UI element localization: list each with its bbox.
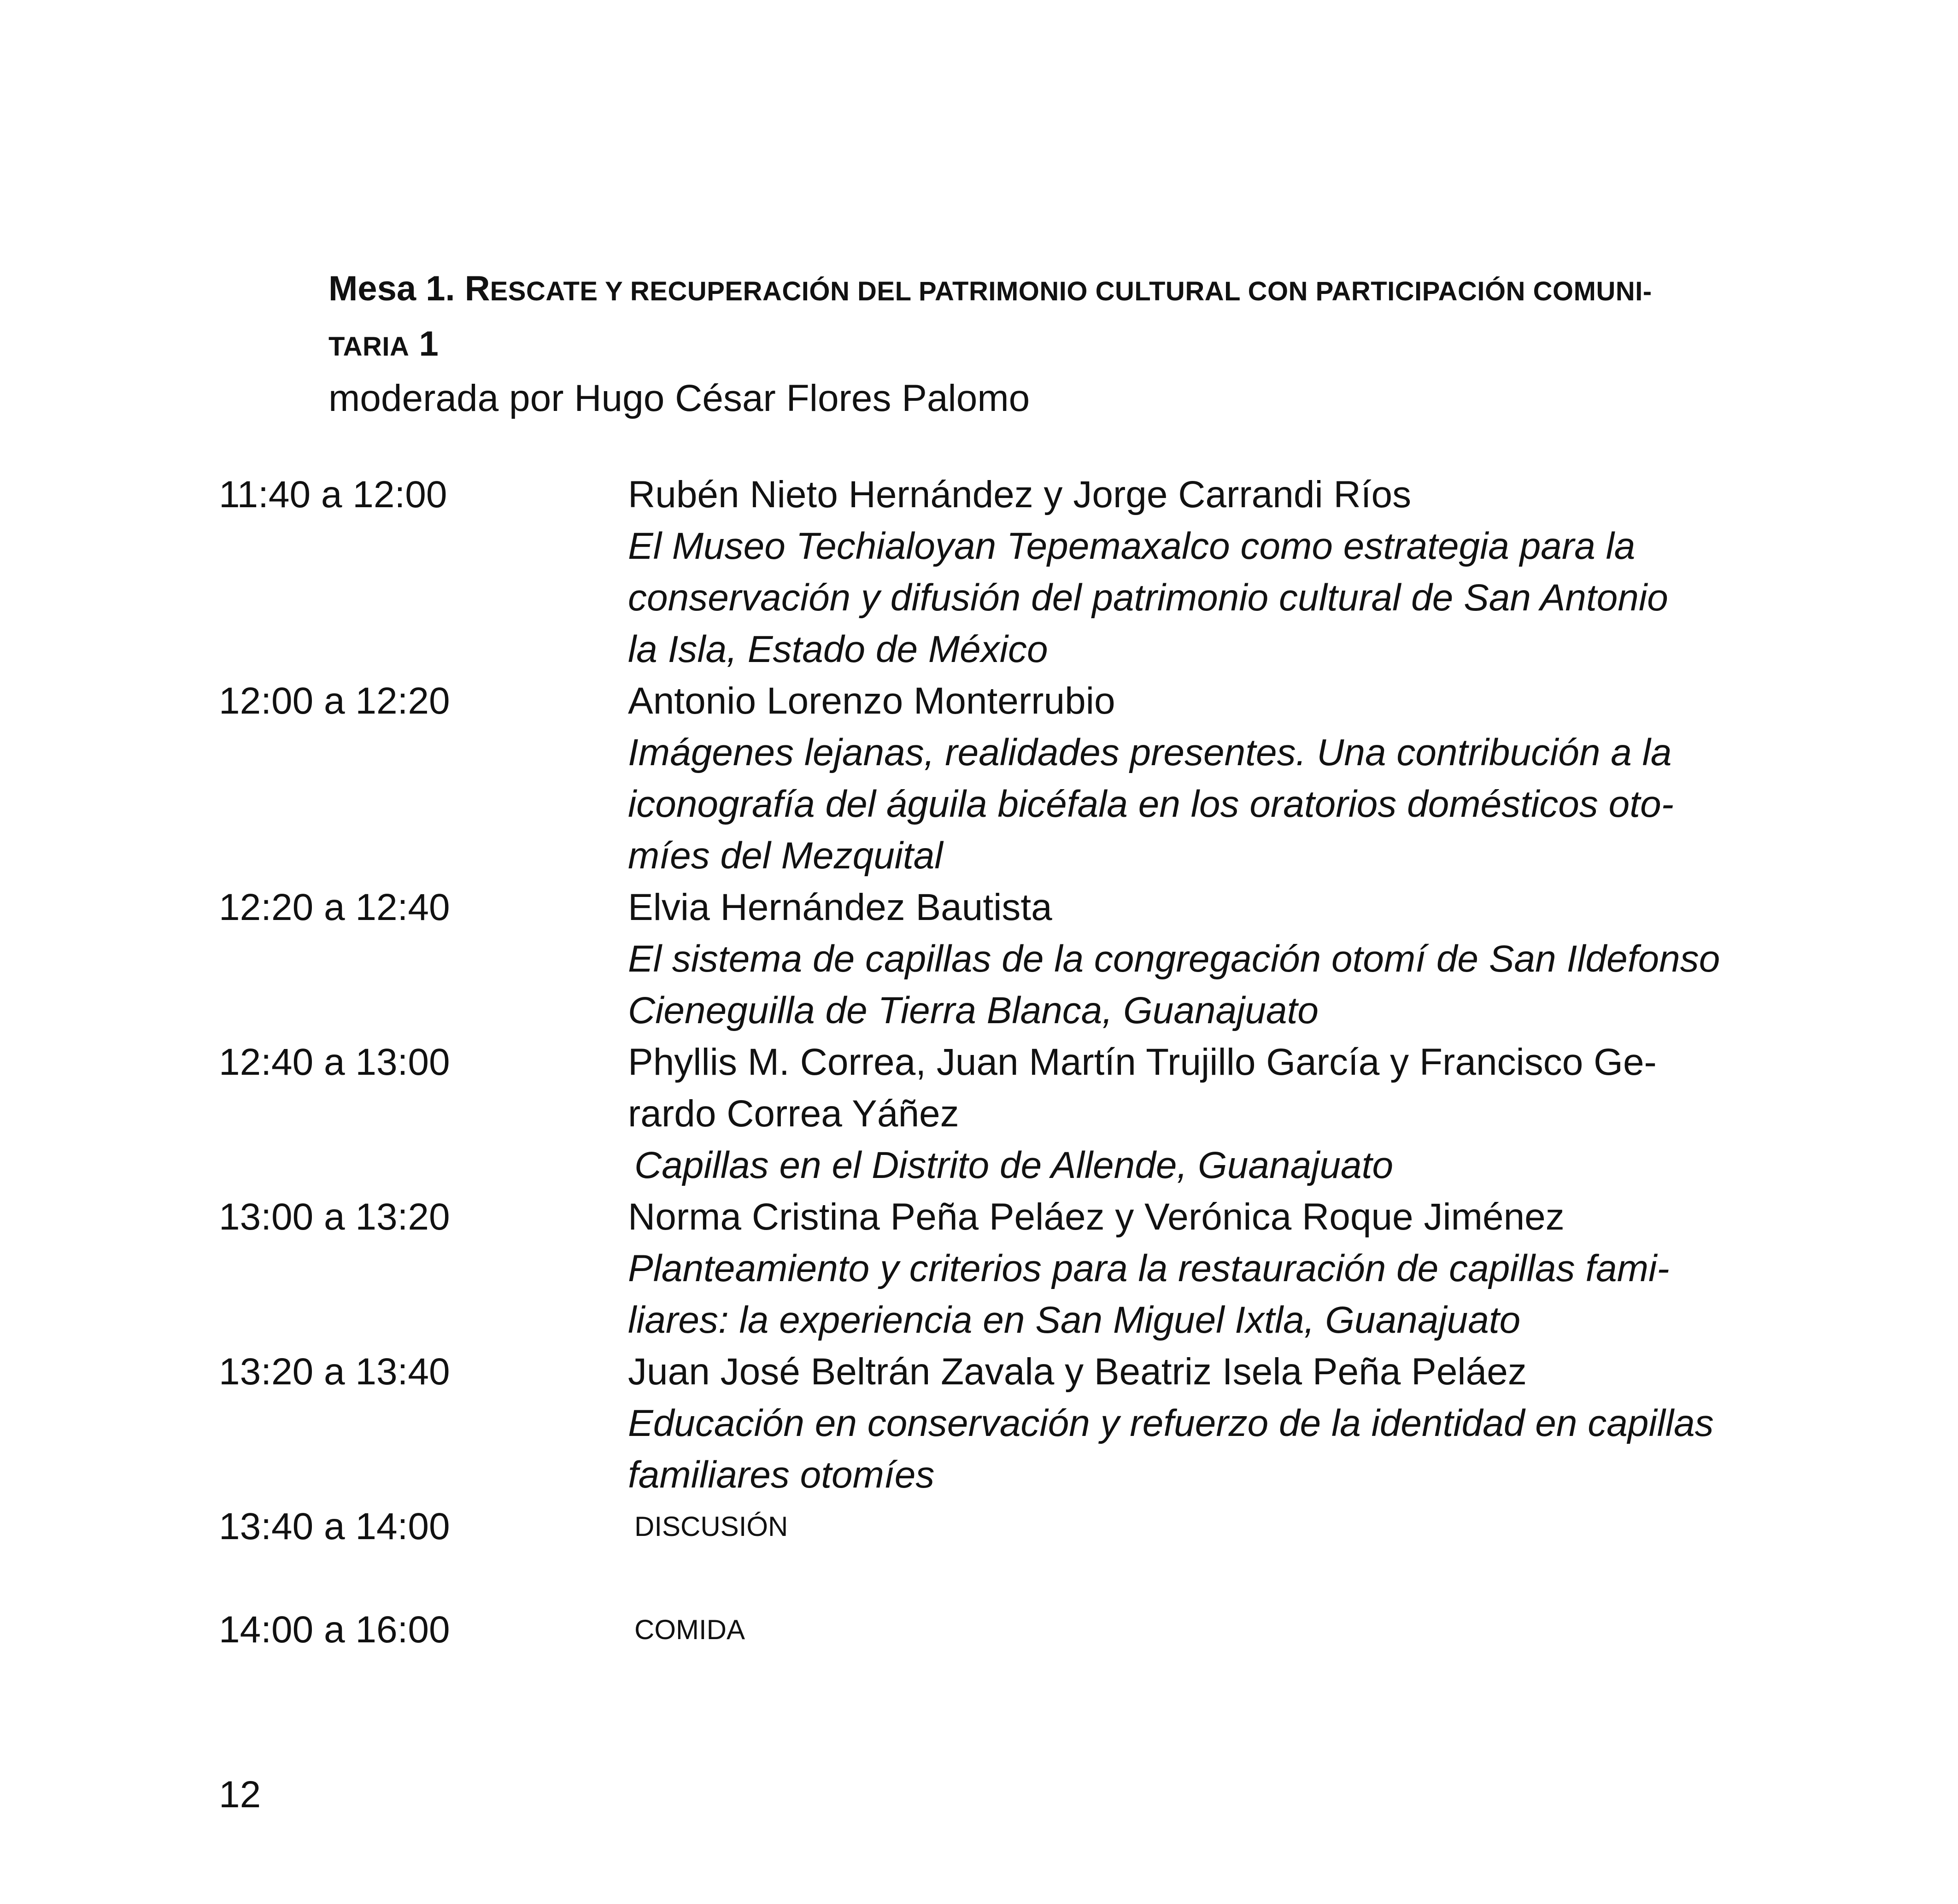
talk-title-line: la Isla, Estado de México (628, 628, 1048, 670)
schedule-row (219, 469, 1748, 675)
session-title-line2: TARIA (328, 332, 410, 362)
schedule-entry (628, 1191, 1748, 1346)
session-moderator: moderada por Hugo César Flores Palomo (328, 377, 1030, 419)
speaker-names: Norma Cristina Peña Peláez y Verónica Roque Jiménez (628, 1196, 1565, 1238)
schedule-row (219, 1191, 1748, 1346)
session-title (328, 263, 1747, 373)
talk-title-line: Imágenes lejanas, realidades presentes. Una contribución a la (628, 732, 1672, 773)
talk-title-line: El Museo Techialoyan Tepemaxalco como estrategia para la (628, 525, 1636, 567)
schedule-entry (628, 469, 1748, 675)
break-label: COMIDA (634, 1614, 745, 1645)
session-title-line1: ESCATE Y RECUPERACIÓN DEL PATRIMONIO CULTURAL CON PARTICIPACIÓN COMUNI- (490, 276, 1652, 306)
schedule-row (219, 675, 1748, 882)
talk-title-line: El sistema de capillas de la congregación otomí de San Ildefonso (628, 938, 1720, 980)
schedule-time: 12:40 a 13:00 (219, 1041, 450, 1083)
page-number: 12 (219, 1774, 261, 1816)
schedule-time: 11:40 a 12:00 (219, 474, 447, 516)
talk-title-line: míes del Mezquital (628, 835, 943, 877)
schedule-time: 13:20 a 13:40 (219, 1351, 450, 1393)
schedule-entry (628, 1346, 1748, 1501)
schedule-time: 14:00 a 16:00 (219, 1609, 450, 1651)
speaker-names: Phyllis M. Correa, Juan Martín Trujillo García y Francisco Ge- (628, 1041, 1657, 1083)
talk-title-line: familiares otomíes (628, 1454, 935, 1496)
talk-title-line: Planteamiento y criterios para la restauración de capillas fami- (628, 1248, 1670, 1289)
schedule-entry (628, 1501, 1748, 1552)
schedule-list (219, 469, 1748, 1656)
schedule-entry (628, 675, 1748, 882)
speaker-names: Antonio Lorenzo Monterrubio (628, 680, 1115, 722)
talk-title-line: Capillas en el Distrito de Allende, Guanajuato (634, 1144, 1394, 1186)
schedule-row (219, 882, 1748, 1037)
break-label: DISCUSIÓN (634, 1511, 788, 1542)
schedule-time: 12:20 a 12:40 (219, 886, 450, 928)
session-title-number: 1 (419, 324, 439, 363)
schedule-row (219, 1037, 1748, 1191)
talk-title-line: Educación en conservación y refuerzo de la identidad en capillas (628, 1402, 1714, 1444)
schedule-entry (628, 1604, 1748, 1656)
schedule-row (219, 1346, 1748, 1501)
schedule-row-break (219, 1604, 1748, 1656)
speaker-names: rardo Correa Yáñez (628, 1093, 959, 1135)
schedule-time: 13:40 a 14:00 (219, 1506, 450, 1547)
speaker-names: Juan José Beltrán Zavala y Beatriz Isela Peña Peláez (628, 1351, 1527, 1393)
talk-title-line: conservación y difusión del patrimonio cultural de San Antonio (628, 577, 1668, 619)
schedule-time: 13:00 a 13:20 (219, 1196, 450, 1238)
session-header (328, 263, 1747, 424)
session-number: Mesa 1. (328, 269, 455, 308)
schedule-entry (628, 882, 1748, 1037)
schedule-row-break (219, 1501, 1748, 1552)
schedule-time: 12:00 a 12:20 (219, 680, 450, 722)
schedule-entry (628, 1037, 1748, 1191)
speaker-names: Rubén Nieto Hernández y Jorge Carrandi Ríos (628, 474, 1412, 516)
talk-title-line: Cieneguilla de Tierra Blanca, Guanajuato (628, 990, 1319, 1031)
talk-title-line: liares: la experiencia en San Miguel Ixtla, Guanajuato (628, 1299, 1521, 1341)
talk-title-line: iconografía del águila bicéfala en los oratorios domésticos oto- (628, 783, 1674, 825)
speaker-names: Elvia Hernández Bautista (628, 886, 1052, 928)
session-title-initial: R (464, 269, 490, 308)
